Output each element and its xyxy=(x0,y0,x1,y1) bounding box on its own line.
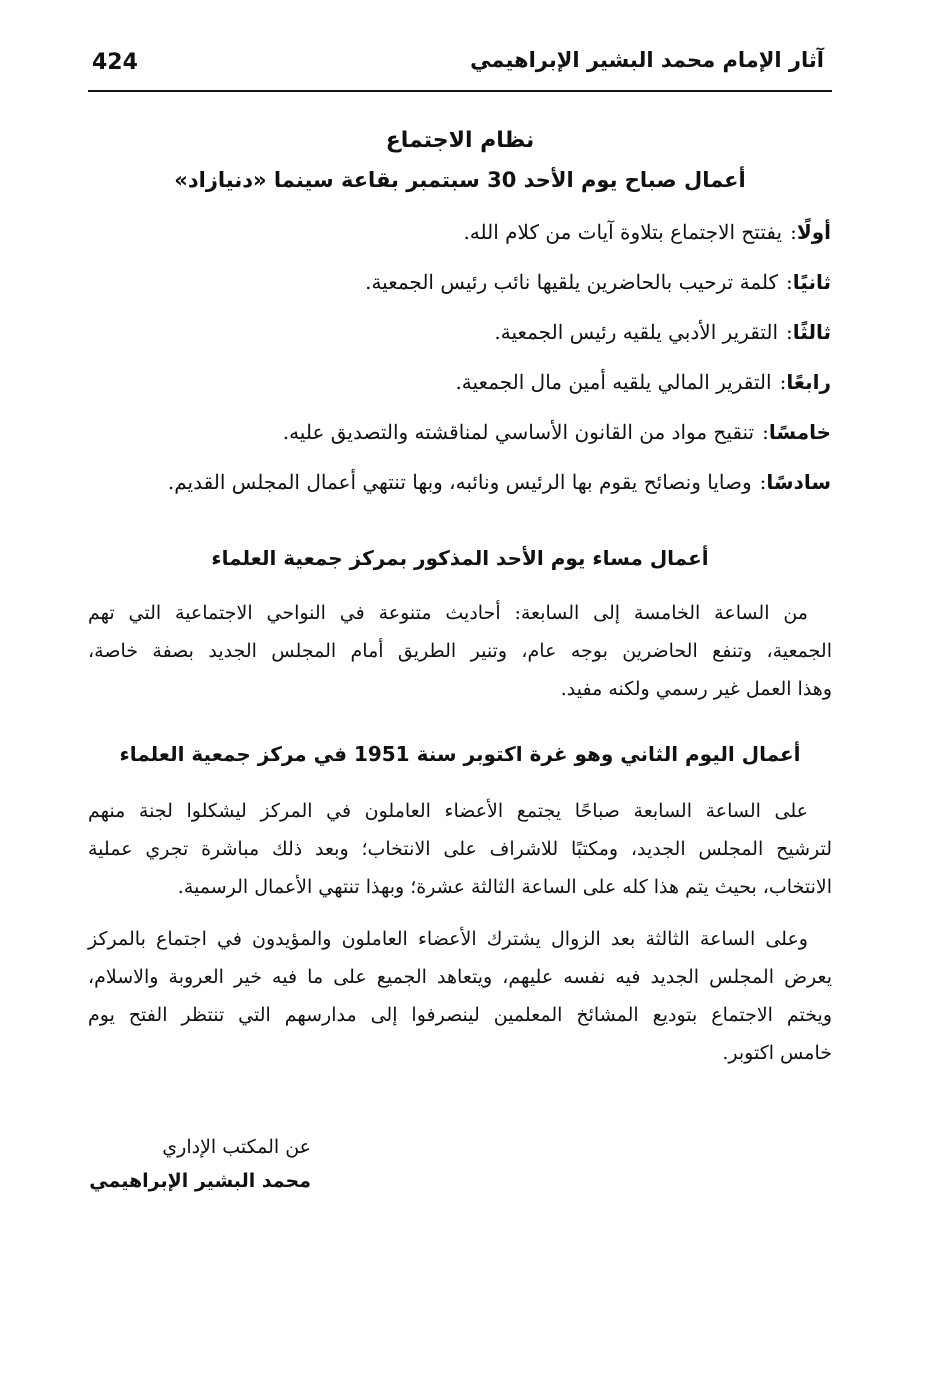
signature-name: محمد البشير الإبراهيمي xyxy=(89,1170,311,1192)
section-title-meeting-order: نظام الاجتماع xyxy=(385,128,535,153)
section-subtitle-sunday-morning: أعمال صباح يوم الأحد 30 سبتمبر بقاعة سينما «دنيازاد» xyxy=(174,168,746,192)
agenda-item-text: يفتتح الاجتماع بتلاوة آيات من كلام الله. xyxy=(463,220,783,244)
paragraph-line: ويختم الاجتماع بتوديع المشائخ المعلمين لينصرفوا إلى مدارسهم التي تنتظر الفتح يوم xyxy=(88,1004,832,1026)
paragraph-line: وعلى الساعة الثالثة بعد الزوال يشترك الأعضاء العاملون والمؤيدون في اجتماع بالمركز xyxy=(88,928,808,950)
paragraph-line: الجمعية، وتنفع الحاضرين بوجه عام، وتنير الطريق أمام المجلس الجديد بصفة خاصة، xyxy=(88,640,832,662)
agenda-item: أولًا:يفتتح الاجتماع بتلاوة آيات من كلام الله. xyxy=(463,220,831,244)
paragraph-line: يعرض المجلس الجديد فيه نفسه عليهم، ويتعاهد الجميع على ما فيه خير العروبة والاسلام، xyxy=(88,966,832,988)
book-title: آثار الإمام محمد البشير الإبراهيمي xyxy=(470,48,824,72)
paragraph-line: وهذا العمل غير رسمي ولكنه مفيد. xyxy=(560,678,832,700)
agenda-item-text: كلمة ترحيب بالحاضرين يلقيها نائب رئيس الجمعية. xyxy=(365,270,779,294)
paragraph-second-day-morning xyxy=(88,792,832,906)
agenda-item: رابعًا:التقرير المالي يلقيه أمين مال الجمعية. xyxy=(455,370,831,394)
agenda-item-label: أولًا xyxy=(796,220,831,244)
agenda-item-label: خامسًا xyxy=(768,420,831,444)
agenda-item: ثالثًا:التقرير الأدبي يلقيه رئيس الجمعية. xyxy=(494,320,831,344)
section-title-sunday-evening: أعمال مساء يوم الأحد المذكور بمركز جمعية العلماء xyxy=(211,546,709,570)
agenda-item-label: ثالثًا xyxy=(792,320,831,344)
paragraph-sunday-evening xyxy=(88,594,832,708)
agenda-item-text: التقرير الأدبي يلقيه رئيس الجمعية. xyxy=(494,320,779,344)
agenda-item-text: التقرير المالي يلقيه أمين مال الجمعية. xyxy=(455,370,772,394)
agenda-item-text: تنقيح مواد من القانون الأساسي لمناقشته والتصديق عليه. xyxy=(282,420,755,444)
paragraph-second-day-afternoon xyxy=(88,920,832,1072)
signature-office: عن المكتب الإداري xyxy=(162,1136,311,1158)
paragraph-line: من الساعة الخامسة إلى السابعة: أحاديث متنوعة في النواحي الاجتماعية التي تهم xyxy=(88,602,808,624)
agenda-item: خامسًا:تنقيح مواد من القانون الأساسي لمناقشته والتصديق عليه. xyxy=(282,420,831,444)
paragraph-line: لترشيح المجلس الجديد، ومكتبًا للاشراف على الانتخاب؛ وبعد ذلك مباشرة تجري عملية xyxy=(88,838,832,860)
agenda-item: سادسًا:وصايا ونصائح يقوم بها الرئيس ونائبه، وبها تنتهي أعمال المجلس القديم. xyxy=(167,470,831,494)
agenda-item-label: ثانيًا xyxy=(792,270,831,294)
agenda-item-label: سادسًا xyxy=(766,470,831,494)
agenda-item: ثانيًا:كلمة ترحيب بالحاضرين يلقيها نائب رئيس الجمعية. xyxy=(365,270,831,294)
running-header xyxy=(88,40,832,92)
paragraph-line: على الساعة السابعة صباحًا يجتمع الأعضاء العاملون في المركز ليشكلوا لجنة منهم xyxy=(88,800,808,822)
paragraph-line: خامس اكتوبر. xyxy=(722,1042,832,1064)
page-number: 424 xyxy=(92,50,138,75)
agenda-item-text: وصايا ونصائح يقوم بها الرئيس ونائبه، وبها تنتهي أعمال المجلس القديم. xyxy=(167,470,752,494)
section-title-second-day: أعمال اليوم الثاني وهو غرة اكتوبر سنة 1951 في مركز جمعية العلماء xyxy=(119,742,801,766)
paragraph-line: الانتخاب، بحيث يتم هذا كله على الساعة الثالثة عشرة؛ وبهذا تنتهي الأعمال الرسمية. xyxy=(177,876,832,898)
agenda-item-label: رابعًا xyxy=(786,370,831,394)
